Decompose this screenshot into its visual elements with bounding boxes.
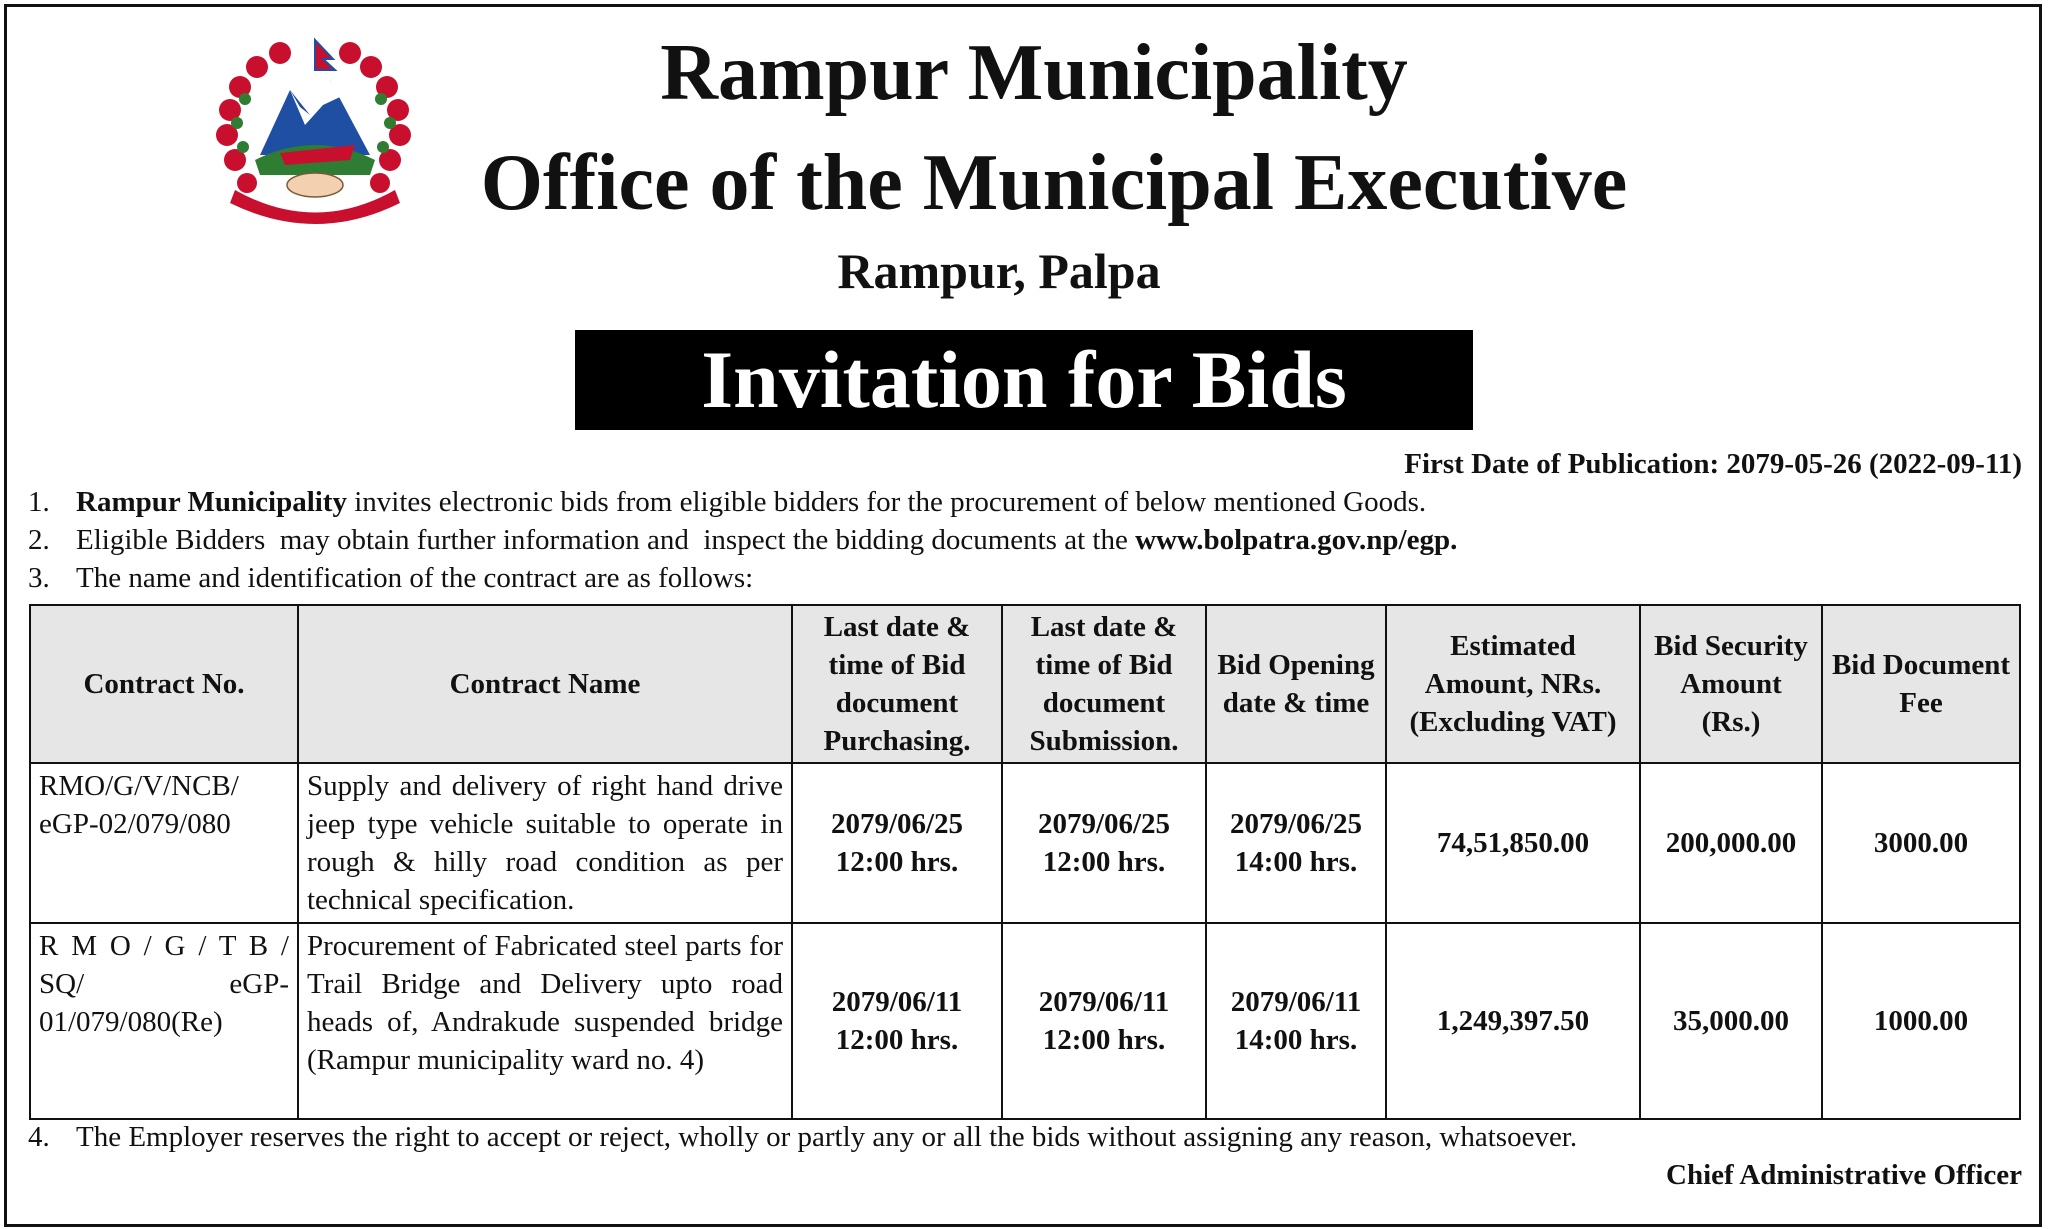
submission-deadline: 2079/06/11 12:00 hrs. xyxy=(1002,923,1206,1119)
bid-security: 35,000.00 xyxy=(1640,923,1822,1119)
contracts-table xyxy=(29,604,2021,1120)
bolpatra-link[interactable]: www.bolpatra.gov.np/egp. xyxy=(1135,524,1458,556)
opening-date: 2079/06/11 14:00 hrs. xyxy=(1206,923,1386,1119)
table-row xyxy=(30,763,2020,923)
svg-text:~ ~ ~: ~ ~ ~ xyxy=(300,206,330,216)
contract-name: Supply and delivery of right hand drive jeep type vehicle suitable to operate in rough & hilly road condition as per technical specification. xyxy=(298,763,792,923)
invitation-banner: Invitation for Bids xyxy=(575,330,1473,430)
purchase-deadline: 2079/06/25 12:00 hrs. xyxy=(792,763,1002,923)
location: Rampur, Palpa xyxy=(837,243,1161,299)
column-header: Last date & time of Bid document Purchasing. xyxy=(792,605,1002,763)
estimated-amount: 1,249,397.50 xyxy=(1386,923,1640,1119)
submission-deadline: 2079/06/25 12:00 hrs. xyxy=(1002,763,1206,923)
bid-security: 200,000.00 xyxy=(1640,763,1822,923)
column-header: Bid Document Fee xyxy=(1822,605,2020,763)
column-header: Contract Name xyxy=(298,605,792,763)
table-header-row xyxy=(30,605,2020,763)
table-row xyxy=(30,923,2020,1119)
estimated-amount: 74,51,850.00 xyxy=(1386,763,1640,923)
page-title: Rampur Municipality xyxy=(660,29,1408,117)
column-header: Bid Opening date & time xyxy=(1206,605,1386,763)
list-item: 1. Rampur Municipality invites electronic bids from eligible bidders for the procurement of below mentioned Goods. xyxy=(28,486,1427,518)
list-item: 3. The name and identification of the contract are as follows: xyxy=(28,562,754,594)
signatory: Chief Administrative Officer xyxy=(1666,1159,2022,1191)
column-header: Estimated Amount, NRs.(Excluding VAT) xyxy=(1386,605,1640,763)
list-item: 4. The Employer reserves the right to accept or reject, wholly or partly any or all the bids without assigning any reason, whatsoever. xyxy=(28,1121,1578,1153)
document-fee: 1000.00 xyxy=(1822,923,2020,1119)
contract-no: RMO/G/V/NCB/ eGP-02/079/080 xyxy=(30,763,298,923)
column-header: Contract No. xyxy=(30,605,298,763)
column-header: Last date & time of Bid document Submission. xyxy=(1002,605,1206,763)
contract-no: R M O / G / T B / SQ/ eGP- 01/079/080(Re) xyxy=(30,923,298,1119)
contract-name: Procurement of Fabricated steel parts for Trail Bridge and Delivery upto road heads of, Andrakude suspended bridge (Rampur municipality ward no. 4) xyxy=(298,923,792,1119)
list-item: 2. Eligible Bidders may obtain further information and inspect the bidding documents at the www.bolpatra.gov.np/egp. xyxy=(28,524,1458,556)
column-header: Bid Security Amount (Rs.) xyxy=(1640,605,1822,763)
opening-date: 2079/06/25 14:00 hrs. xyxy=(1206,763,1386,923)
document-fee: 3000.00 xyxy=(1822,763,2020,923)
purchase-deadline: 2079/06/11 12:00 hrs. xyxy=(792,923,1002,1119)
publication-date: First Date of Publication: 2079-05-26 (2022-09-11) xyxy=(1404,448,2022,480)
office-name: Office of the Municipal Executive xyxy=(480,139,1628,227)
